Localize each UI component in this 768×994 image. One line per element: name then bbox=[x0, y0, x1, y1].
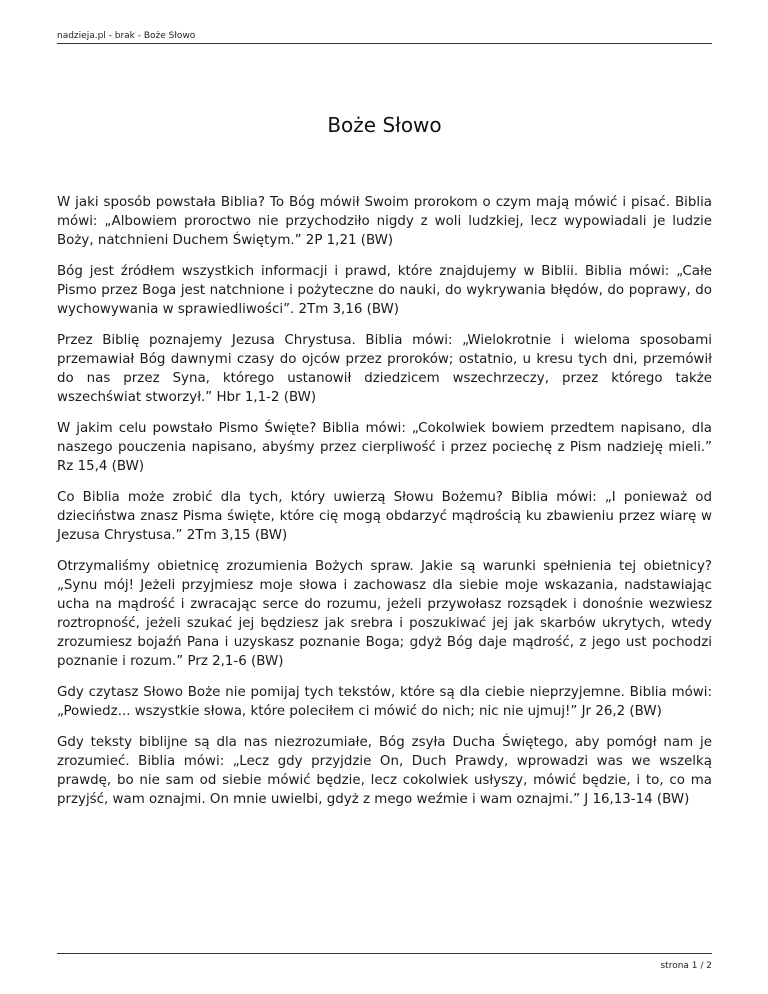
document-title: Boże Słowo bbox=[327, 113, 442, 137]
paragraph-2: Bóg jest źródłem wszystkich informacji i prawd, które znajdujemy w Biblii. Biblia mówi: „Całe Pismo przez Boga jest natchnione i pożyteczne do nauki, do wykrywania błędów, do poprawy, do wychowywania w sprawiedliwości”. 2Tm 3,16 (BW) bbox=[57, 264, 712, 317]
paragraph-8: Gdy teksty biblijne są dla nas niezrozumiałe, Bóg zsyła Ducha Świętego, aby pomógł nam je zrozumieć. Biblia mówi: „Lecz gdy przyjdzie On, Duch Prawdy, wprowadzi was we wszelką prawdę, bo nie sam od siebie mówić będzie, lecz cokolwiek usłyszy, mówić będzie, i to, co ma przyjść, wam oznajmi. On mnie uwielbi, gdyż z mego weźmie i wam oznajmi.” J 16,13-14 (BW) bbox=[57, 735, 712, 807]
footer-divider bbox=[57, 953, 712, 954]
paragraph-4: W jakim celu powstało Pismo Święte? Biblia mówi: „Cokolwiek bowiem przedtem napisano, dla naszego pouczenia napisano, abyśmy przez cierpliwość i przez pociechę z Pism nadzieję mieli.” Rz 15,4 (BW) bbox=[57, 421, 712, 474]
document-body bbox=[57, 193, 712, 821]
page-number: strona 1 / 2 bbox=[660, 961, 712, 971]
paragraph-6: Otrzymaliśmy obietnicę zrozumienia Bożych spraw. Jakie są warunki spełnienia tej obietnicy? „Synu mój! Jeżeli przyjmiesz moje słowa i zachowasz dla siebie moje wskazania, nadstawiając ucha na mądrość i zwracając serce do rozumu, jeżeli przywołasz rozsądek i donośnie wezwiesz roztropność, jeżeli szukać jej będziesz jak srebra i poszukiwać jej jak skarbów ukrytych, wtedy zrozumiesz bojaźń Pana i uzyskasz poznanie Boga; gdyż Bóg daje mądrość, z jego ust pochodzi poznanie i rozum.” Prz 2,1-6 (BW) bbox=[57, 559, 712, 669]
paragraph-3: Przez Biblię poznajemy Jezusa Chrystusa. Biblia mówi: „Wielokrotnie i wieloma sposobami przemawiał Bóg dawnymi czasy do ojców przez proroków; ostatnio, u kresu tych dni, przemówił do nas przez Syna, którego ustanowił dziedzicem wszechrzeczy, przez którego także wszechświat stworzył.” Hbr 1,1-2 (BW) bbox=[57, 333, 712, 405]
paragraph-7: Gdy czytasz Słowo Boże nie pomijaj tych tekstów, które są dla ciebie nieprzyjemne. Biblia mówi: „Powiedz... wszystkie słowa, które poleciłem ci mówić do nich; nic nie ujmuj!” Jr 26,2 (BW) bbox=[57, 685, 712, 719]
paragraph-5: Co Biblia może zrobić dla tych, który uwierzą Słowu Bożemu? Biblia mówi: „I ponieważ od dzieciństwa znasz Pisma święte, które cię mogą obdarzyć mądrością ku zbawieniu przez wiarę w Jezusa Chrystusa.” 2Tm 3,15 (BW) bbox=[57, 490, 712, 543]
header-divider bbox=[57, 43, 712, 44]
page-header: nadzieja.pl - brak - Boże Słowo bbox=[57, 31, 196, 41]
paragraph-1: W jaki sposób powstała Biblia? To Bóg mówił Swoim prorokom o czym mają mówić i pisać. Biblia mówi: „Albowiem proroctwo nie przychodziło nigdy z woli ludzkiej, lecz wypowiadali je ludzie Boży, natchnieni Duchem Świętym.” 2P 1,21 (BW) bbox=[57, 195, 712, 248]
